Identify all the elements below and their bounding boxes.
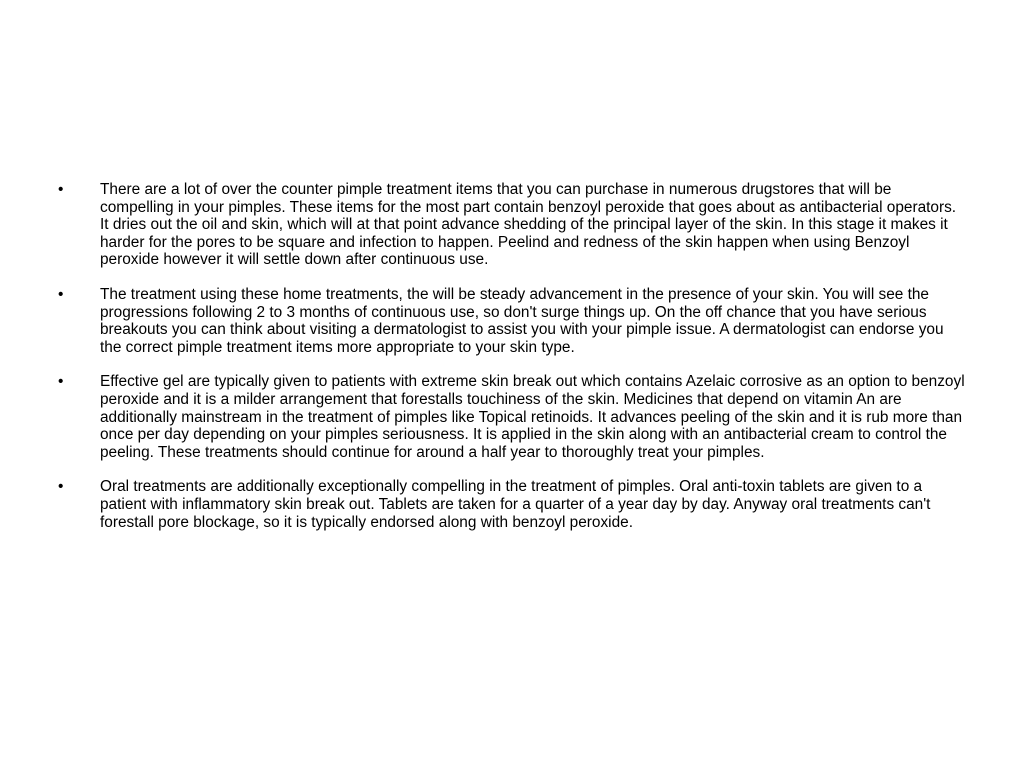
bullet-text: Effective gel are typically given to patients with extreme skin break out which contains Azelaic corrosive as an option to benzoyl peroxide and it is a milder arrangement that forestalls touchiness of the skin. Medicines that depend on vitamin An are additionally mainstream in the treatment of pimples like Topical retinoids. It advances peeling of the skin and it is rub more than once per day depending on your pimples seriousness. It is applied in the skin along with an antibacterial cream to control the peeling. These treatments should continue for around a half year to thoroughly treat your pimples. <box>100 373 965 461</box>
bullet-item-1 <box>58 181 968 269</box>
bullet-marker: • <box>58 285 64 303</box>
bullet-item-4 <box>58 478 968 531</box>
bullet-text: The treatment using these home treatments, the will be steady advancement in the presence of your skin. You will see the progressions following 2 to 3 months of continuous use, so don't surge things up. On the off chance that you have serious breakouts you can think about visiting a dermatologist to assist you with your pimple issue. A dermatologist can endorse you the correct pimple treatment items more appropriate to your skin type. <box>100 285 944 356</box>
bullet-marker: • <box>58 373 64 391</box>
bullet-text: There are a lot of over the counter pimple treatment items that you can purchase in numerous drugstores that will be compelling in your pimples. These items for the most part contain benzoyl peroxide that goes about as antibacterial operators. It dries out the oil and skin, which will at that point advance shedding of the principal layer of the skin. In this stage it makes it harder for the pores to be square and infection to happen. Peelind and redness of the skin happen when using Benzoyl peroxide however it will settle down after continuous use. <box>100 181 957 269</box>
bullet-marker: • <box>58 478 64 496</box>
bullet-item-3 <box>58 373 968 461</box>
bullet-marker: • <box>58 181 64 198</box>
bullet-item-2 <box>58 286 968 356</box>
bullet-list <box>58 181 968 548</box>
bullet-text: Oral treatments are additionally exceptionally compelling in the treatment of pimples. Oral anti-toxin tablets are given to a patient with inflammatory skin break out. Tablets are taken for a quarter of a year day by day. Anyway oral treatments can't forestall pore blockage, so it is typically endorsed along with benzoyl peroxide. <box>100 478 931 531</box>
